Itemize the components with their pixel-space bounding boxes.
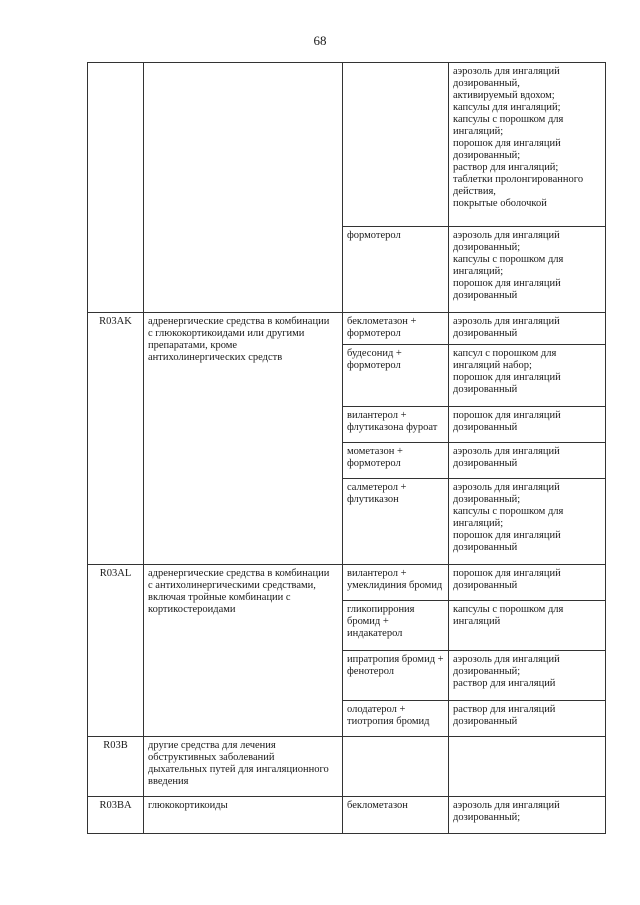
table-row <box>88 737 606 797</box>
group-description-cell: адренергические средства в комбинации с антихолинергическими средствами, включая тройные комбинации с кортикостероидами <box>144 565 343 737</box>
substance-cell <box>343 737 449 797</box>
substance-cell: вилантерол + умеклидиния бромид <box>343 565 449 601</box>
atc-code-cell: R03BA <box>88 797 144 834</box>
dosage-form-cell: порошок для ингаляций дозированный <box>449 565 606 601</box>
dosage-form-cell: аэрозоль для ингаляций дозированный <box>449 313 606 345</box>
table-row <box>88 63 606 227</box>
substance-cell: беклометазон <box>343 797 449 834</box>
substance-cell: ипратропия бромид + фенотерол <box>343 651 449 701</box>
dosage-form-cell: аэрозоль для ингаляций дозированный; раствор для ингаляций <box>449 651 606 701</box>
group-description-cell: глюкокортикоиды <box>144 797 343 834</box>
substance-cell: олодатерол + тиотропия бромид <box>343 701 449 737</box>
dosage-form-cell: капсулы с порошком для ингаляций <box>449 601 606 651</box>
medication-table <box>87 62 606 834</box>
substance-cell: беклометазон + формотерол <box>343 313 449 345</box>
dosage-form-cell: аэрозоль для ингаляций дозированный; <box>449 797 606 834</box>
substance-cell: вилантерол + флутиказона фуроат <box>343 407 449 443</box>
atc-code-cell: R03B <box>88 737 144 797</box>
substance-cell: формотерол <box>343 227 449 313</box>
atc-code-cell <box>88 63 144 313</box>
dosage-form-cell: капсул с порошком для ингаляций набор; порошок для ингаляций дозированный <box>449 345 606 407</box>
dosage-form-cell <box>449 737 606 797</box>
table-row <box>88 797 606 834</box>
page-number: 68 <box>313 33 327 48</box>
dosage-form-cell: аэрозоль для ингаляций дозированный, активируемый вдохом; капсулы для ингаляций; капсулы с порошком для ингаляций; порошок для ингаляций дозированный; раствор для ингаляций; таблетки пролонгированного действия, покрытые оболочкой <box>449 63 606 227</box>
substance-cell: мометазон + формотерол <box>343 443 449 479</box>
dosage-form-cell: раствор для ингаляций дозированный <box>449 701 606 737</box>
table-row <box>88 313 606 345</box>
dosage-form-cell: аэрозоль для ингаляций дозированный; капсулы с порошком для ингаляций; порошок для ингаляций дозированный <box>449 227 606 313</box>
substance-cell <box>343 63 449 227</box>
group-description-cell: адренергические средства в комбинации с глюкокортикоидами или другими препаратами, кроме антихолинергических средств <box>144 313 343 565</box>
dosage-form-cell: аэрозоль для ингаляций дозированный <box>449 443 606 479</box>
group-description-cell: другие средства для лечения обструктивных заболеваний дыхательных путей для ингаляционного введения <box>144 737 343 797</box>
substance-cell: будесонид + формотерол <box>343 345 449 407</box>
dosage-form-cell: порошок для ингаляций дозированный <box>449 407 606 443</box>
substance-cell: гликопиррония бромид + индакатерол <box>343 601 449 651</box>
group-description-cell <box>144 63 343 313</box>
substance-cell: салметерол + флутиказон <box>343 479 449 565</box>
atc-code-cell: R03AL <box>88 565 144 737</box>
atc-code-cell: R03AK <box>88 313 144 565</box>
dosage-form-cell: аэрозоль для ингаляций дозированный; капсулы с порошком для ингаляций; порошок для ингаляций дозированный <box>449 479 606 565</box>
table-row <box>88 565 606 601</box>
